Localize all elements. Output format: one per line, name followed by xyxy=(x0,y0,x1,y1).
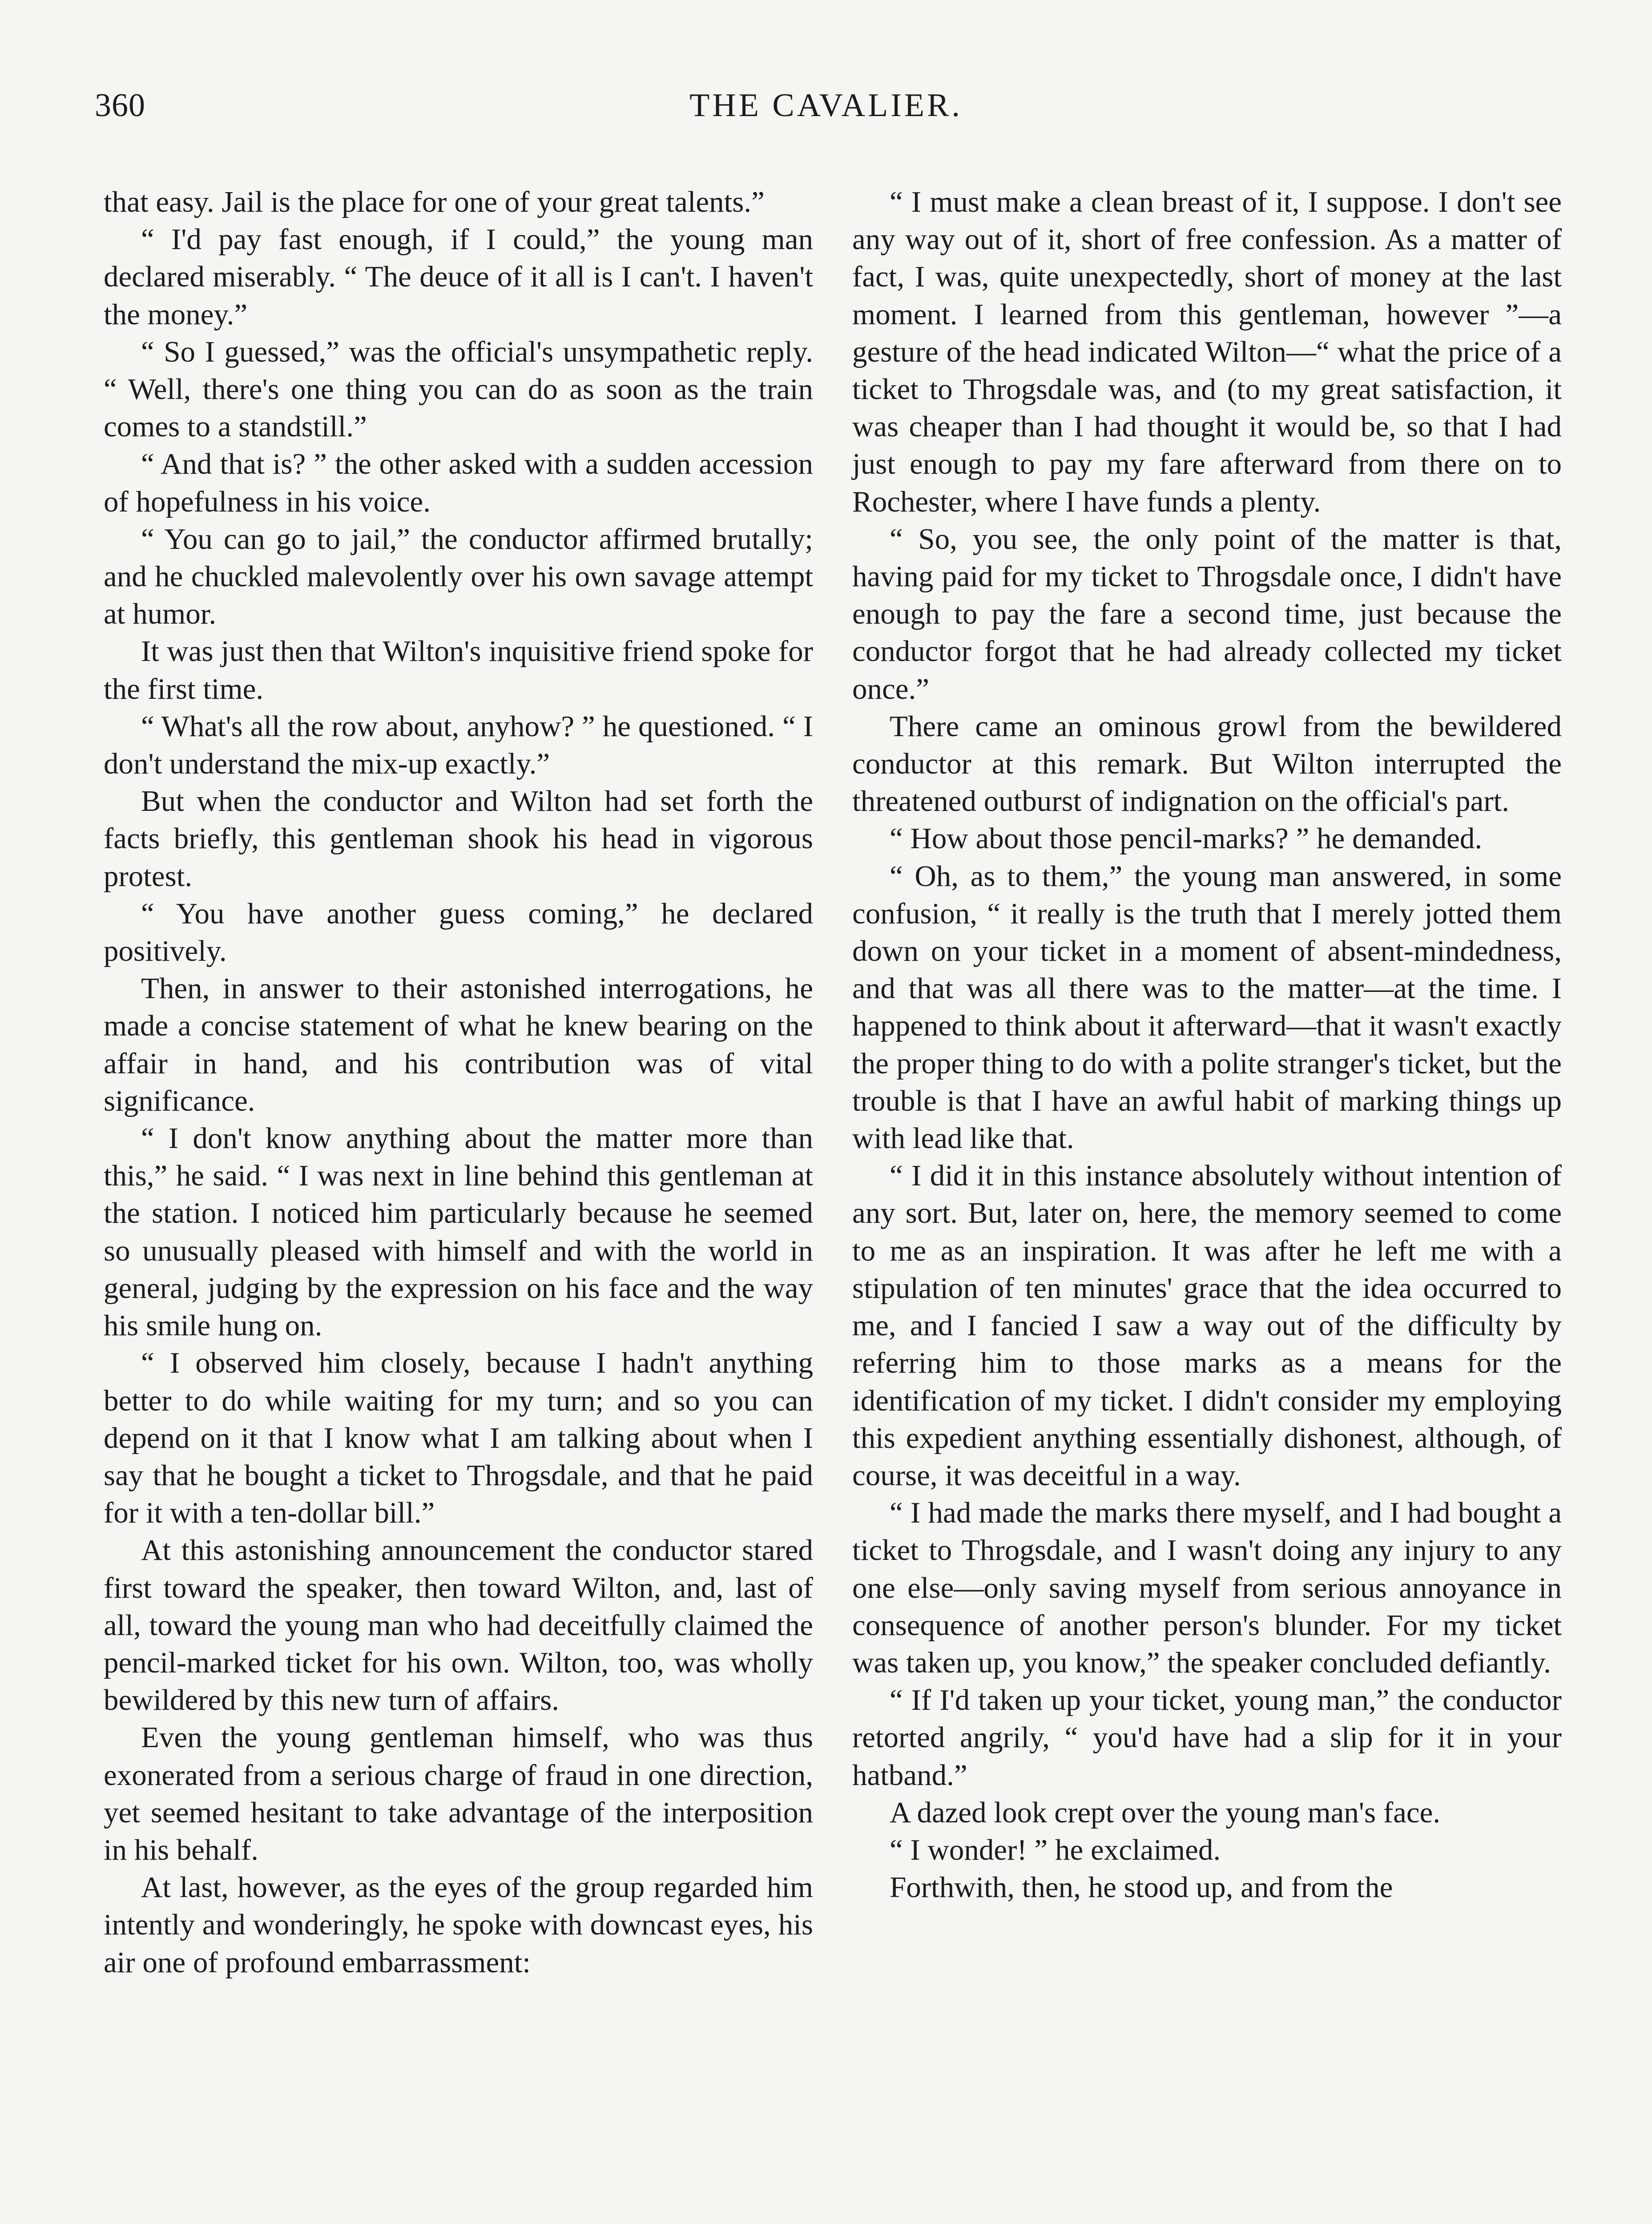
left-column xyxy=(104,183,813,1981)
paragraph: “ I wonder! ” he exclaimed. xyxy=(890,1833,1221,1866)
paragraph: “ So, you see, the only point of the matter is that, having paid for my ticket to Throgsdale once, I didn't have enough to pay the fare a second time, just because the conductor forgot that he had already collected my ticket once.” xyxy=(852,522,1562,705)
paragraph: “ How about those pencil-marks? ” he demanded. xyxy=(890,822,1483,855)
paragraph: “ Oh, as to them,” the young man answered, in some confusion, “ it really is the truth that I merely jotted them down on your ticket in a moment of absent-mindedness, and that was all there was to the matter—at the time. I happened to think about it afterward—that it wasn't exactly the proper thing to do with a polite stranger's ticket, but the trouble is that I have an awful habit of marking things up with lead like that. xyxy=(852,859,1562,1155)
paragraph: “ So I guessed,” was the official's unsympathetic reply. “ Well, there's one thing you can do as soon as the train comes to a standstill.” xyxy=(104,335,813,443)
paragraph: “ You can go to jail,” the conductor affirmed brutally; and he chuckled malevolently over his own savage attempt at humor. xyxy=(104,522,813,631)
paragraph: Even the young gentleman himself, who was thus exonerated from a serious charge of fraud in one direction, yet seemed hesitant to take advantage of the interposition in his behalf. xyxy=(104,1721,813,1866)
paragraph: “ I had made the marks there myself, and I had bought a ticket to Throgsdale, and I wasn't doing any injury to any one else—only saving myself from serious annoyance in consequence of another person's blunder. For my ticket was taken up, you know,” the speaker concluded defiantly. xyxy=(852,1496,1562,1679)
paragraph: “ And that is? ” the other asked with a sudden accession of hopefulness in his voice. xyxy=(104,447,813,518)
paragraph: There came an ominous growl from the bewildered conductor at this remark. But Wilton interrupted the threatened outburst of indignation on the official's part. xyxy=(852,709,1562,818)
paragraph: At this astonishing announcement the conductor stared first toward the speaker, then toward Wilton, and, last of all, toward the young man who had deceitfully claimed the pencil-marked ticket for his own. Wilton, too, was wholly bewildered by this new turn of affairs. xyxy=(104,1534,813,1717)
paragraph: “ I'd pay fast enough, if I could,” the young man declared miserably. “ The deuce of it all is I can't. I haven't the money.” xyxy=(104,223,813,331)
paragraph: Then, in answer to their astonished interrogations, he made a concise statement of what he knew bearing on the affair in hand, and his contribution was of vital significance. xyxy=(104,972,813,1117)
paragraph: A dazed look crept over the young man's face. xyxy=(890,1796,1441,1829)
paragraph: “ I don't know anything about the matter more than this,” he said. “ I was next in line behind this gentleman at the station. I noticed him particularly because he seemed so unusually pleased with himself and with the world in general, judging by the expression on his face and the way his smile hung on. xyxy=(104,1122,813,1342)
paragraph: It was just then that Wilton's inquisitive friend spoke for the first time. xyxy=(104,635,813,705)
paragraph: “ What's all the row about, anyhow? ” he questioned. “ I don't understand the mix-up exactly.” xyxy=(104,709,813,781)
paragraph: “ I observed him closely, because I hadn't anything better to do while waiting for my turn; and so you can depend on it that I know what I am talking about when I say that he bought a ticket to Throgsdale, and that he paid for it with a ten-dollar bill.” xyxy=(104,1346,813,1530)
paragraph: At last, however, as the eyes of the group regarded him intently and wonderingly, he spoke with downcast eyes, his air one of profound embarrassment: xyxy=(104,1871,813,1979)
running-title: THE CAVALIER. xyxy=(689,87,963,124)
right-column xyxy=(852,183,1562,1906)
paragraph: “ I did it in this instance absolutely without intention of any sort. But, later on, here, the memory seemed to come to me as an inspiration. It was after he left me with a stipulation of ten minutes' grace that the idea occurred to me, and I fancied I saw a way out of the difficulty by referring him to those marks as a means for the identification of my ticket. I didn't consider my employing this expedient anything essentially dishonest, although, of course, it was deceitful in a way. xyxy=(852,1159,1562,1492)
paragraph: that easy. Jail is the place for one of your great talents.” xyxy=(104,185,765,218)
paragraph: “ I must make a clean breast of it, I suppose. I don't see any way out of it, short of free confession. As a matter of fact, I was, quite unexpectedly, short of money at the last moment. I learned from this gentleman, however ”—a gesture of the head indicated Wilton—“ what the price of a ticket to Throgsdale was, and (to my great satisfaction, it was cheaper than I had thought it would be, so that I had just enough to pay my fare afterward from there on to Rochester, where I have funds a plenty. xyxy=(852,185,1562,518)
paragraph: Forthwith, then, he stood up, and from the xyxy=(890,1871,1393,1904)
paragraph: But when the conductor and Wilton had set forth the facts briefly, this gentleman shook his head in vigorous protest. xyxy=(104,785,813,893)
paragraph: “ If I'd taken up your ticket, young man,” the conductor retorted angrily, “ you'd have had a slip for it in your hatband.” xyxy=(852,1684,1562,1792)
paragraph: “ You have another guess coming,” he declared positively. xyxy=(104,897,813,968)
page-number: 360 xyxy=(95,87,145,124)
